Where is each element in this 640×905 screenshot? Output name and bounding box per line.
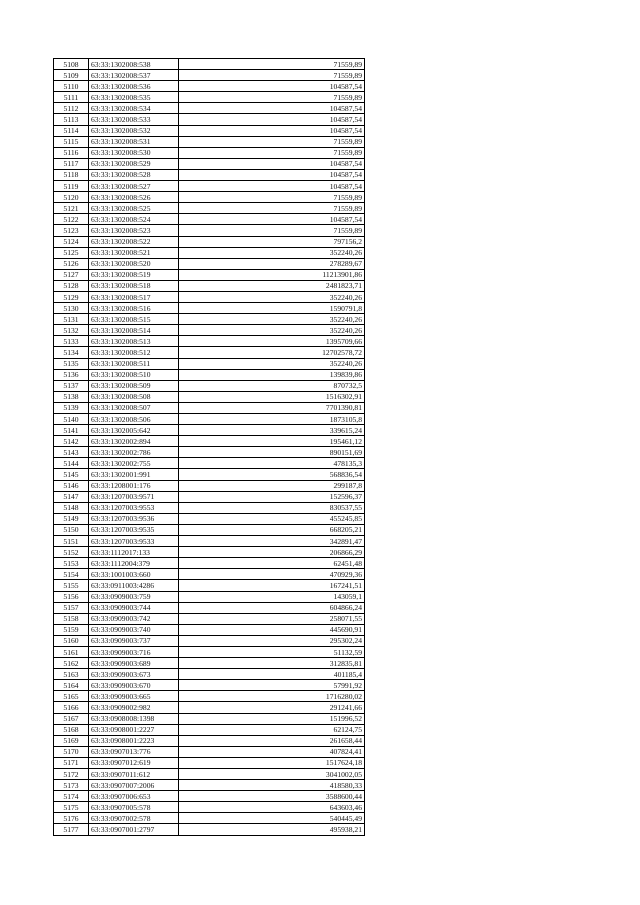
row-number-cell: 5108 [54, 59, 89, 70]
table-row [54, 669, 365, 680]
cadastral-value-cell: 540445,49 [179, 813, 365, 824]
cadastral-value-cell: 668205,21 [179, 524, 365, 535]
cadastral-number-cell: 63:33:1302008:537 [89, 70, 179, 81]
row-number-cell: 5161 [54, 646, 89, 657]
cadastral-value-cell: 604866,24 [179, 602, 365, 613]
cadastral-value-cell: 1716280,02 [179, 691, 365, 702]
cadastral-number-cell: 63:33:1302005:642 [89, 425, 179, 436]
table-row [54, 591, 365, 602]
table-row [54, 414, 365, 425]
table-row [54, 569, 365, 580]
table-row [54, 757, 365, 768]
cadastral-value-cell: 291241,66 [179, 702, 365, 713]
cadastral-value-cell: 352240,26 [179, 358, 365, 369]
row-number-cell: 5175 [54, 802, 89, 813]
cadastral-number-cell: 63:33:1302008:520 [89, 258, 179, 269]
cadastral-value-cell: 104587,54 [179, 158, 365, 169]
table-row [54, 746, 365, 757]
table-row [54, 547, 365, 558]
row-number-cell: 5156 [54, 591, 89, 602]
cadastral-value-cell: 71559,89 [179, 192, 365, 203]
row-number-cell: 5163 [54, 669, 89, 680]
cadastral-number-cell: 63:33:0907006:653 [89, 791, 179, 802]
table-row [54, 258, 365, 269]
row-number-cell: 5173 [54, 780, 89, 791]
table-row [54, 369, 365, 380]
cadastral-number-cell: 63:33:1302008:528 [89, 169, 179, 180]
cadastral-value-cell: 870732,5 [179, 380, 365, 391]
cadastral-value-cell: 407824,41 [179, 746, 365, 757]
table-row [54, 214, 365, 225]
row-number-cell: 5155 [54, 580, 89, 591]
cadastral-number-cell: 63:33:1302008:523 [89, 225, 179, 236]
table-row [54, 691, 365, 702]
table-row [54, 147, 365, 158]
table-row [54, 391, 365, 402]
cadastral-value-cell: 568836,54 [179, 469, 365, 480]
cadastral-number-cell: 63:33:0908008:1398 [89, 713, 179, 724]
cadastral-value-cell: 71559,89 [179, 203, 365, 214]
cadastral-value-cell: 495938,21 [179, 824, 365, 835]
cadastral-value-cell: 455245,85 [179, 513, 365, 524]
row-number-cell: 5123 [54, 225, 89, 236]
table-row [54, 169, 365, 180]
table-row [54, 646, 365, 657]
row-number-cell: 5145 [54, 469, 89, 480]
cadastral-value-cell: 3588600,44 [179, 791, 365, 802]
cadastral-value-cell: 258071,55 [179, 613, 365, 624]
table-row [54, 303, 365, 314]
row-number-cell: 5153 [54, 558, 89, 569]
cadastral-number-cell: 63:33:1302008:512 [89, 347, 179, 358]
cadastral-value-cell: 62451,48 [179, 558, 365, 569]
cadastral-value-cell: 261658,44 [179, 735, 365, 746]
row-number-cell: 5140 [54, 414, 89, 425]
cadastral-number-cell: 63:33:0907012:619 [89, 757, 179, 768]
cadastral-value-cell: 104587,54 [179, 214, 365, 225]
cadastral-value-cell: 830537,55 [179, 502, 365, 513]
cadastral-number-cell: 63:33:0907001:2797 [89, 824, 179, 835]
cadastral-number-cell: 63:33:0907013:776 [89, 746, 179, 757]
row-number-cell: 5119 [54, 181, 89, 192]
table-row [54, 491, 365, 502]
cadastral-number-cell: 63:33:1302002:755 [89, 458, 179, 469]
row-number-cell: 5169 [54, 735, 89, 746]
table-row [54, 125, 365, 136]
cadastral-number-cell: 63:33:1302008:507 [89, 402, 179, 413]
table-row [54, 192, 365, 203]
table-row [54, 624, 365, 635]
row-number-cell: 5150 [54, 524, 89, 535]
row-number-cell: 5135 [54, 358, 89, 369]
cadastral-number-cell: 63:33:1302008:527 [89, 181, 179, 192]
cadastral-value-cell: 71559,89 [179, 92, 365, 103]
cadastral-number-cell: 63:33:1302008:526 [89, 192, 179, 203]
row-number-cell: 5114 [54, 125, 89, 136]
table-row [54, 425, 365, 436]
cadastral-value-cell: 104587,54 [179, 181, 365, 192]
row-number-cell: 5136 [54, 369, 89, 380]
row-number-cell: 5148 [54, 502, 89, 513]
cadastral-value-cell: 51132,59 [179, 646, 365, 657]
table-row [54, 358, 365, 369]
cadastral-value-cell: 352240,26 [179, 314, 365, 325]
cadastral-value-cell: 643603,46 [179, 802, 365, 813]
table-row [54, 203, 365, 214]
cadastral-value-cell: 1590791,8 [179, 303, 365, 314]
cadastral-number-cell: 63:33:1302008:521 [89, 247, 179, 258]
row-number-cell: 5127 [54, 269, 89, 280]
table-row [54, 635, 365, 646]
table-row [54, 769, 365, 780]
cadastral-number-cell: 63:33:1207003:9533 [89, 536, 179, 547]
cadastral-value-cell: 299187,8 [179, 480, 365, 491]
table-row [54, 103, 365, 114]
row-number-cell: 5171 [54, 757, 89, 768]
row-number-cell: 5142 [54, 436, 89, 447]
cadastral-number-cell: 63:33:1302008:514 [89, 325, 179, 336]
cadastral-number-cell: 63:33:0909003:744 [89, 602, 179, 613]
row-number-cell: 5115 [54, 136, 89, 147]
row-number-cell: 5128 [54, 280, 89, 291]
table-row [54, 536, 365, 547]
cadastral-number-cell: 63:33:0908001:2223 [89, 735, 179, 746]
cadastral-number-cell: 63:33:1112004:379 [89, 558, 179, 569]
cadastral-value-cell: 352240,26 [179, 291, 365, 302]
row-number-cell: 5152 [54, 547, 89, 558]
row-number-cell: 5168 [54, 724, 89, 735]
row-number-cell: 5149 [54, 513, 89, 524]
table-row [54, 291, 365, 302]
cadastral-number-cell: 63:33:0909003:689 [89, 658, 179, 669]
row-number-cell: 5132 [54, 325, 89, 336]
cadastral-number-cell: 63:33:1302008:506 [89, 414, 179, 425]
table-row [54, 702, 365, 713]
table-row [54, 59, 365, 70]
cadastral-number-cell: 63:33:1207003:9536 [89, 513, 179, 524]
table-row [54, 513, 365, 524]
cadastral-number-cell: 63:33:0909003:740 [89, 624, 179, 635]
table-row [54, 236, 365, 247]
row-number-cell: 5158 [54, 613, 89, 624]
cadastral-value-cell: 152596,37 [179, 491, 365, 502]
cadastral-number-cell: 63:33:0909003:670 [89, 680, 179, 691]
cadastral-value-cell: 139839,86 [179, 369, 365, 380]
cadastral-number-cell: 63:33:0909003:737 [89, 635, 179, 646]
cadastral-value-table [53, 58, 365, 836]
table-row [54, 602, 365, 613]
cadastral-value-cell: 401185,4 [179, 669, 365, 680]
cadastral-value-cell: 71559,89 [179, 136, 365, 147]
cadastral-number-cell: 63:33:1302002:894 [89, 436, 179, 447]
row-number-cell: 5165 [54, 691, 89, 702]
cadastral-value-cell: 445690,91 [179, 624, 365, 635]
row-number-cell: 5138 [54, 391, 89, 402]
row-number-cell: 5111 [54, 92, 89, 103]
table-row [54, 447, 365, 458]
table-row [54, 713, 365, 724]
row-number-cell: 5174 [54, 791, 89, 802]
table-row [54, 791, 365, 802]
cadastral-number-cell: 63:33:0909002:982 [89, 702, 179, 713]
row-number-cell: 5141 [54, 425, 89, 436]
cadastral-number-cell: 63:33:1001003:660 [89, 569, 179, 580]
row-number-cell: 5167 [54, 713, 89, 724]
cadastral-number-cell: 63:33:1207003:9553 [89, 502, 179, 513]
table-row [54, 724, 365, 735]
cadastral-number-cell: 63:33:1302008:532 [89, 125, 179, 136]
cadastral-number-cell: 63:33:1112017:133 [89, 547, 179, 558]
row-number-cell: 5166 [54, 702, 89, 713]
cadastral-value-cell: 12702578,72 [179, 347, 365, 358]
table-row [54, 225, 365, 236]
cadastral-number-cell: 63:33:0907002:578 [89, 813, 179, 824]
cadastral-number-cell: 63:33:0909003:759 [89, 591, 179, 602]
row-number-cell: 5176 [54, 813, 89, 824]
table-row [54, 247, 365, 258]
table-row [54, 824, 365, 835]
cadastral-number-cell: 63:33:1302008:538 [89, 59, 179, 70]
cadastral-value-cell: 1873105,8 [179, 414, 365, 425]
cadastral-number-cell: 63:33:1302008:531 [89, 136, 179, 147]
cadastral-number-cell: 63:33:0907011:612 [89, 769, 179, 780]
cadastral-value-cell: 312835,81 [179, 658, 365, 669]
table-row [54, 114, 365, 125]
cadastral-value-cell: 1395709,66 [179, 336, 365, 347]
cadastral-number-cell: 63:33:0909003:742 [89, 613, 179, 624]
cadastral-value-cell: 1517624,18 [179, 757, 365, 768]
table-row [54, 81, 365, 92]
cadastral-number-cell: 63:33:1302008:525 [89, 203, 179, 214]
cadastral-value-cell: 62124,75 [179, 724, 365, 735]
cadastral-number-cell: 63:33:0907005:578 [89, 802, 179, 813]
table-row [54, 580, 365, 591]
table-row [54, 780, 365, 791]
cadastral-number-cell: 63:33:1302008:536 [89, 81, 179, 92]
cadastral-number-cell: 63:33:0909003:673 [89, 669, 179, 680]
row-number-cell: 5147 [54, 491, 89, 502]
cadastral-value-cell: 339615,24 [179, 425, 365, 436]
cadastral-number-cell: 63:33:0909003:665 [89, 691, 179, 702]
row-number-cell: 5162 [54, 658, 89, 669]
row-number-cell: 5139 [54, 402, 89, 413]
cadastral-value-cell: 71559,89 [179, 147, 365, 158]
cadastral-value-cell: 206866,29 [179, 547, 365, 558]
row-number-cell: 5131 [54, 314, 89, 325]
cadastral-value-cell: 418580,33 [179, 780, 365, 791]
row-number-cell: 5129 [54, 291, 89, 302]
cadastral-value-cell: 143059,1 [179, 591, 365, 602]
table-row [54, 502, 365, 513]
table-row [54, 92, 365, 103]
cadastral-value-cell: 104587,54 [179, 103, 365, 114]
cadastral-value-cell: 151996,52 [179, 713, 365, 724]
row-number-cell: 5121 [54, 203, 89, 214]
row-number-cell: 5117 [54, 158, 89, 169]
row-number-cell: 5172 [54, 769, 89, 780]
cadastral-value-cell: 104587,54 [179, 81, 365, 92]
cadastral-number-cell: 63:33:1302008:515 [89, 314, 179, 325]
row-number-cell: 5137 [54, 380, 89, 391]
table-row [54, 280, 365, 291]
row-number-cell: 5126 [54, 258, 89, 269]
table-row [54, 680, 365, 691]
row-number-cell: 5120 [54, 192, 89, 203]
cadastral-value-cell: 104587,54 [179, 169, 365, 180]
cadastral-value-cell: 1516302,91 [179, 391, 365, 402]
cadastral-number-cell: 63:33:0911003:4286 [89, 580, 179, 591]
row-number-cell: 5134 [54, 347, 89, 358]
cadastral-value-cell: 3041002,05 [179, 769, 365, 780]
cadastral-value-cell: 470929,36 [179, 569, 365, 580]
cadastral-number-cell: 63:33:1302008:530 [89, 147, 179, 158]
table-row [54, 402, 365, 413]
table-row [54, 480, 365, 491]
cadastral-number-cell: 63:33:1207003:9535 [89, 524, 179, 535]
row-number-cell: 5122 [54, 214, 89, 225]
row-number-cell: 5170 [54, 746, 89, 757]
cadastral-value-cell: 7701390,81 [179, 402, 365, 413]
row-number-cell: 5177 [54, 824, 89, 835]
cadastral-number-cell: 63:33:1302008:534 [89, 103, 179, 114]
row-number-cell: 5146 [54, 480, 89, 491]
cadastral-value-cell: 71559,89 [179, 59, 365, 70]
cadastral-number-cell: 63:33:1302008:511 [89, 358, 179, 369]
row-number-cell: 5130 [54, 303, 89, 314]
cadastral-number-cell: 63:33:1207003:9571 [89, 491, 179, 502]
cadastral-value-cell: 71559,89 [179, 225, 365, 236]
table-row [54, 380, 365, 391]
cadastral-value-cell: 2481823,71 [179, 280, 365, 291]
cadastral-value-cell: 478135,3 [179, 458, 365, 469]
table-row [54, 70, 365, 81]
cadastral-value-cell: 278289,67 [179, 258, 365, 269]
cadastral-number-cell: 63:33:1302008:535 [89, 92, 179, 103]
table-row [54, 347, 365, 358]
cadastral-value-cell: 352240,26 [179, 325, 365, 336]
table-row [54, 136, 365, 147]
table-row [54, 269, 365, 280]
cadastral-value-cell: 71559,89 [179, 70, 365, 81]
table-row [54, 802, 365, 813]
cadastral-number-cell: 63:33:1302008:508 [89, 391, 179, 402]
cadastral-number-cell: 63:33:1302001:991 [89, 469, 179, 480]
cadastral-number-cell: 63:33:1302008:529 [89, 158, 179, 169]
row-number-cell: 5143 [54, 447, 89, 458]
row-number-cell: 5125 [54, 247, 89, 258]
cadastral-number-cell: 63:33:1302008:518 [89, 280, 179, 291]
table-row [54, 336, 365, 347]
row-number-cell: 5109 [54, 70, 89, 81]
cadastral-value-cell: 104587,54 [179, 114, 365, 125]
row-number-cell: 5110 [54, 81, 89, 92]
cadastral-number-cell: 63:33:1208001:176 [89, 480, 179, 491]
cadastral-value-cell: 57991,92 [179, 680, 365, 691]
cadastral-value-cell: 797156,2 [179, 236, 365, 247]
table-row [54, 314, 365, 325]
cadastral-number-cell: 63:33:1302008:516 [89, 303, 179, 314]
cadastral-number-cell: 63:33:1302008:519 [89, 269, 179, 280]
cadastral-number-cell: 63:33:1302008:517 [89, 291, 179, 302]
table-row [54, 813, 365, 824]
cadastral-number-cell: 63:33:0907007:2006 [89, 780, 179, 791]
table-row [54, 735, 365, 746]
cadastral-number-cell: 63:33:1302008:533 [89, 114, 179, 125]
table-body [54, 59, 365, 836]
table-row [54, 613, 365, 624]
cadastral-value-cell: 104587,54 [179, 125, 365, 136]
table-row [54, 436, 365, 447]
table-row [54, 558, 365, 569]
row-number-cell: 5118 [54, 169, 89, 180]
cadastral-number-cell: 63:33:1302002:786 [89, 447, 179, 458]
cadastral-value-cell: 167241,51 [179, 580, 365, 591]
cadastral-value-cell: 342891,47 [179, 536, 365, 547]
row-number-cell: 5116 [54, 147, 89, 158]
cadastral-value-cell: 295302,24 [179, 635, 365, 646]
table-row [54, 524, 365, 535]
cadastral-number-cell: 63:33:0909003:716 [89, 646, 179, 657]
row-number-cell: 5154 [54, 569, 89, 580]
cadastral-value-cell: 890151,69 [179, 447, 365, 458]
table-row [54, 325, 365, 336]
cadastral-number-cell: 63:33:1302008:513 [89, 336, 179, 347]
table-row [54, 458, 365, 469]
cadastral-number-cell: 63:33:0908001:2227 [89, 724, 179, 735]
table-row [54, 469, 365, 480]
table-row [54, 158, 365, 169]
row-number-cell: 5160 [54, 635, 89, 646]
row-number-cell: 5144 [54, 458, 89, 469]
table-row [54, 181, 365, 192]
cadastral-number-cell: 63:33:1302008:510 [89, 369, 179, 380]
table-row [54, 658, 365, 669]
cadastral-value-cell: 11213901,86 [179, 269, 365, 280]
row-number-cell: 5113 [54, 114, 89, 125]
row-number-cell: 5151 [54, 536, 89, 547]
cadastral-value-cell: 195461,12 [179, 436, 365, 447]
row-number-cell: 5112 [54, 103, 89, 114]
row-number-cell: 5124 [54, 236, 89, 247]
cadastral-number-cell: 63:33:1302008:524 [89, 214, 179, 225]
cadastral-value-cell: 352240,26 [179, 247, 365, 258]
row-number-cell: 5164 [54, 680, 89, 691]
row-number-cell: 5159 [54, 624, 89, 635]
cadastral-number-cell: 63:33:1302008:522 [89, 236, 179, 247]
cadastral-number-cell: 63:33:1302008:509 [89, 380, 179, 391]
row-number-cell: 5133 [54, 336, 89, 347]
row-number-cell: 5157 [54, 602, 89, 613]
